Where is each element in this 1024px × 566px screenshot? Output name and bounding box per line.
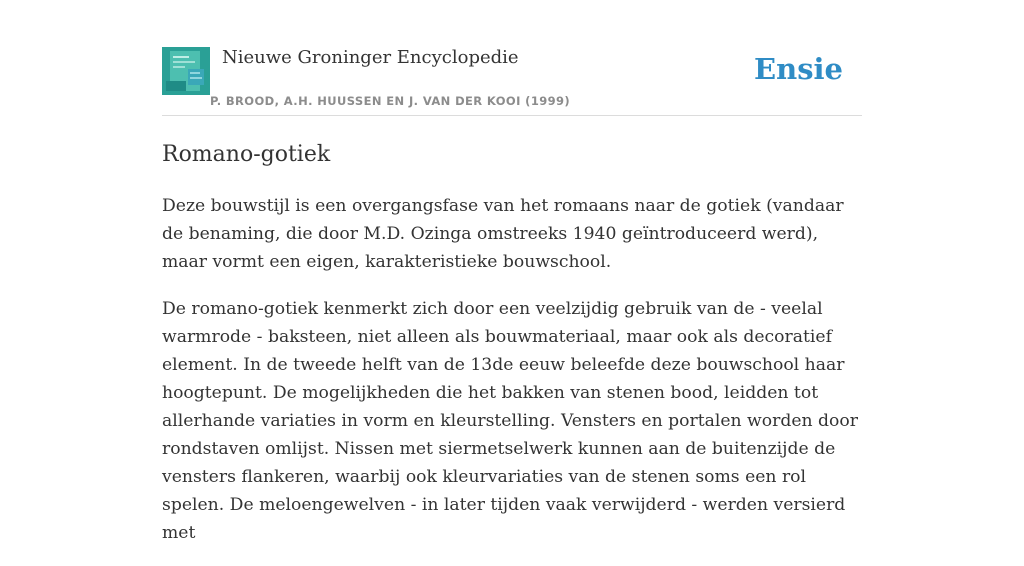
- book-cover-icon[interactable]: [162, 47, 210, 95]
- ensie-logo[interactable]: Ensie: [754, 52, 843, 86]
- entry-title: Romano-gotiek: [162, 142, 331, 167]
- book-title[interactable]: Nieuwe Groninger Encyclopedie: [222, 47, 519, 68]
- source-header: [162, 0, 862, 116]
- article-page: [162, 0, 862, 543]
- entry-paragraph: De romano-gotiek kenmerkt zich door een veelzijdig gebruik van de - veelal warmrode - baksteen, niet alleen als bouwmateriaal, maar ook als decoratief element. In de tweede helft van de 13de eeuw beleefde deze bouwschool haar hoogtepunt. De mogelijkheden die het bakken van stenen bood, leidden tot allerhande variaties in vorm en kleurstelling. Vensters en portalen worden door rondstaven omlijst. Nissen met siermetselwerk kunnen aan de buitenzijde de vensters flankeren, waarbij ook kleurvariaties van de stenen soms een rol spelen. De meloengewelven - in later tijden vaak verwijderd - werden versierd met: [162, 299, 858, 543]
- entry-body: [162, 192, 862, 566]
- entry-paragraph: Deze bouwstijl is een overgangsfase van het romaans naar de gotiek (vandaar de benaming, die door M.D. Ozinga omstreeks 1940 geïntroduceerd werd), maar vormt een eigen, karakteristieke bouwschool.: [162, 196, 844, 272]
- book-authors: P. BROOD, A.H. HUUSSEN EN J. VAN DER KOOI (1999): [210, 94, 571, 108]
